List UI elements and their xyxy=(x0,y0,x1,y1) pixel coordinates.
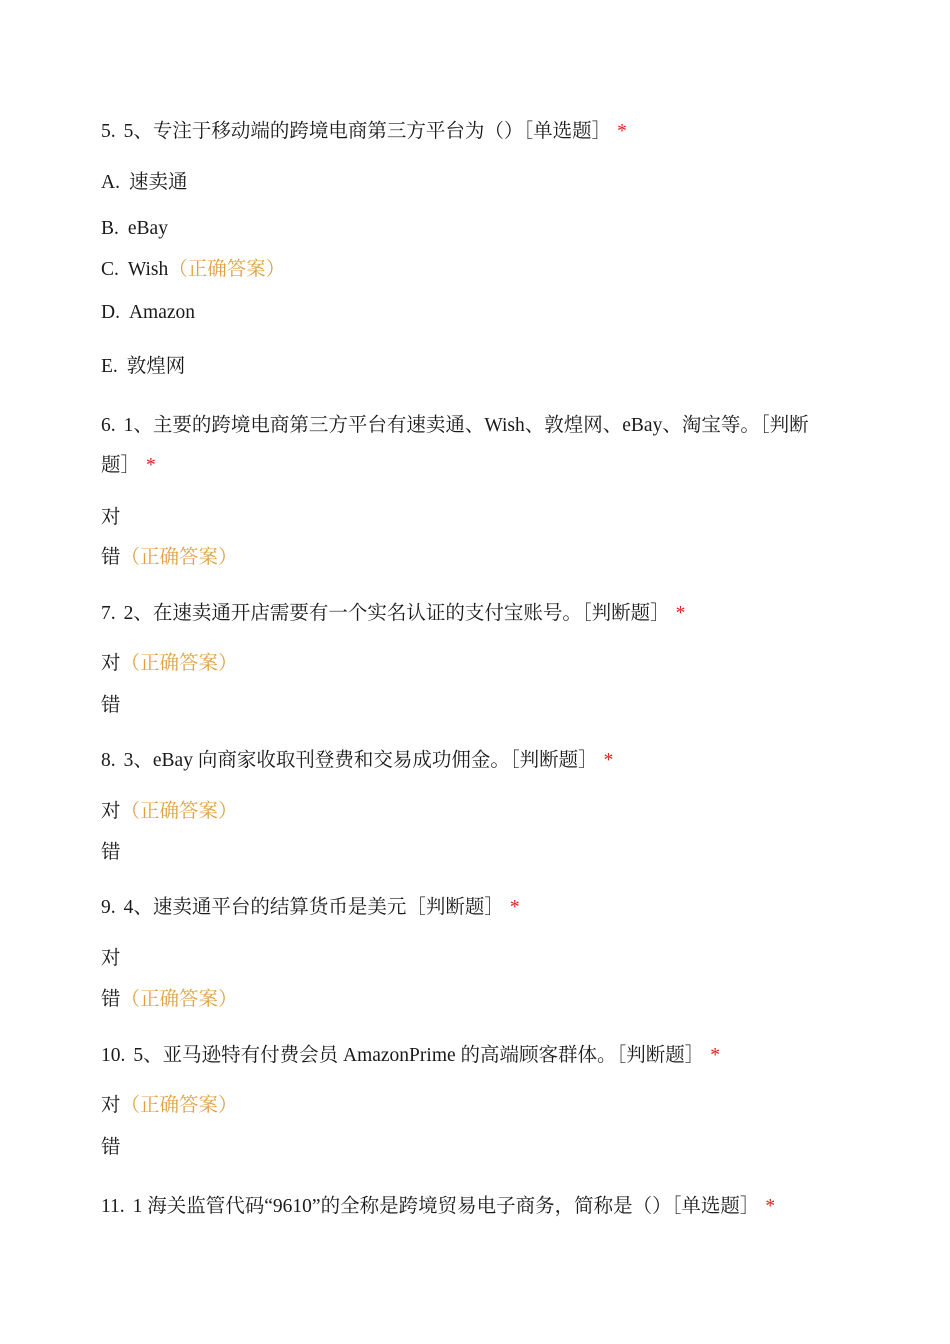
question-10-option-true[interactable] xyxy=(101,1096,238,1116)
question-10-option-false[interactable] xyxy=(101,1138,121,1158)
question-7-option-true[interactable] xyxy=(101,654,238,674)
question-8-title xyxy=(101,751,613,771)
option-text: 速卖通 xyxy=(128,172,188,193)
question-11-title xyxy=(101,1197,775,1217)
question-number: 9. xyxy=(101,897,116,918)
question-text: 1 海关监管代码“9610”的全称是跨境贸易电子商务，简称是（）［单选题］ xyxy=(132,1196,760,1217)
question-number: 8. xyxy=(101,750,116,771)
correct-answer-tag: （正确答案） xyxy=(120,989,238,1010)
question-9-title xyxy=(101,898,520,918)
required-asterisk: * xyxy=(710,1045,721,1066)
correct-answer-tag: （正确答案） xyxy=(120,547,238,568)
question-text: 5、亚马逊特有付费会员 AmazonPrime 的高端顾客群体。［判断题］ xyxy=(133,1045,705,1066)
question-5-option-e[interactable] xyxy=(101,357,185,377)
option-text: 错 xyxy=(101,842,121,863)
question-5-option-a[interactable] xyxy=(101,173,187,193)
option-letter: C. xyxy=(101,259,119,280)
correct-answer-tag: （正确答案） xyxy=(120,653,238,674)
option-text: 对 xyxy=(101,507,121,528)
question-number: 7. xyxy=(101,603,116,624)
question-8-option-true[interactable] xyxy=(101,802,238,822)
question-number: 10. xyxy=(101,1045,126,1066)
option-text: Wish xyxy=(127,259,169,280)
question-5-option-d[interactable] xyxy=(101,303,195,323)
question-5-title xyxy=(101,122,627,142)
question-text: 2、在速卖通开店需要有一个实名认证的支付宝账号。［判断题］ xyxy=(123,603,670,624)
question-10-title xyxy=(101,1046,720,1066)
required-asterisk: * xyxy=(509,897,520,918)
option-text: 错 xyxy=(101,547,121,568)
option-text: eBay xyxy=(127,218,168,239)
required-asterisk: * xyxy=(765,1196,776,1217)
required-asterisk: * xyxy=(617,121,627,142)
question-text: 1、主要的跨境电商第三方平台有速卖通、Wish、敦煌网、eBay、淘宝等。［判断题］ xyxy=(101,415,809,476)
question-text: 5、专注于移动端的跨境电商第三方平台为（）［单选题］ xyxy=(123,121,612,142)
question-9-option-true[interactable] xyxy=(101,949,121,969)
option-text: 敦煌网 xyxy=(126,356,186,377)
option-text: 对 xyxy=(101,1095,121,1116)
question-7-title xyxy=(101,604,685,624)
correct-answer-tag: （正确答案） xyxy=(120,801,238,822)
question-7-option-false[interactable] xyxy=(101,696,121,716)
option-letter: D. xyxy=(101,302,120,323)
question-6-option-false[interactable] xyxy=(101,548,238,568)
option-letter: A. xyxy=(101,172,120,193)
question-text: 3、eBay 向商家收取刊登费和交易成功佣金。［判断题］ xyxy=(123,750,598,771)
correct-answer-tag: （正确答案） xyxy=(120,1095,238,1116)
option-letter: E. xyxy=(101,356,118,377)
required-asterisk: * xyxy=(603,750,614,771)
question-number: 11. xyxy=(101,1196,125,1217)
question-5-option-c[interactable] xyxy=(101,260,285,280)
question-number: 5. xyxy=(101,121,116,142)
question-9-option-false[interactable] xyxy=(101,990,238,1010)
question-text: 4、速卖通平台的结算货币是美元［判断题］ xyxy=(123,897,504,918)
question-number: 6. xyxy=(101,415,116,436)
option-text: 错 xyxy=(101,695,121,716)
option-text: 错 xyxy=(101,1137,121,1158)
required-asterisk: * xyxy=(675,603,686,624)
option-text: 错 xyxy=(101,989,121,1010)
question-5-option-b[interactable] xyxy=(101,219,168,239)
option-letter: B. xyxy=(101,218,119,239)
question-6-option-true[interactable] xyxy=(101,508,121,528)
option-text: 对 xyxy=(101,948,121,969)
correct-answer-tag: （正确答案） xyxy=(168,259,286,280)
option-text: 对 xyxy=(101,801,121,822)
question-6-title xyxy=(101,406,836,486)
question-8-option-false[interactable] xyxy=(101,843,121,863)
option-text: 对 xyxy=(101,653,121,674)
required-asterisk: * xyxy=(146,455,156,476)
option-text: Amazon xyxy=(128,302,196,323)
